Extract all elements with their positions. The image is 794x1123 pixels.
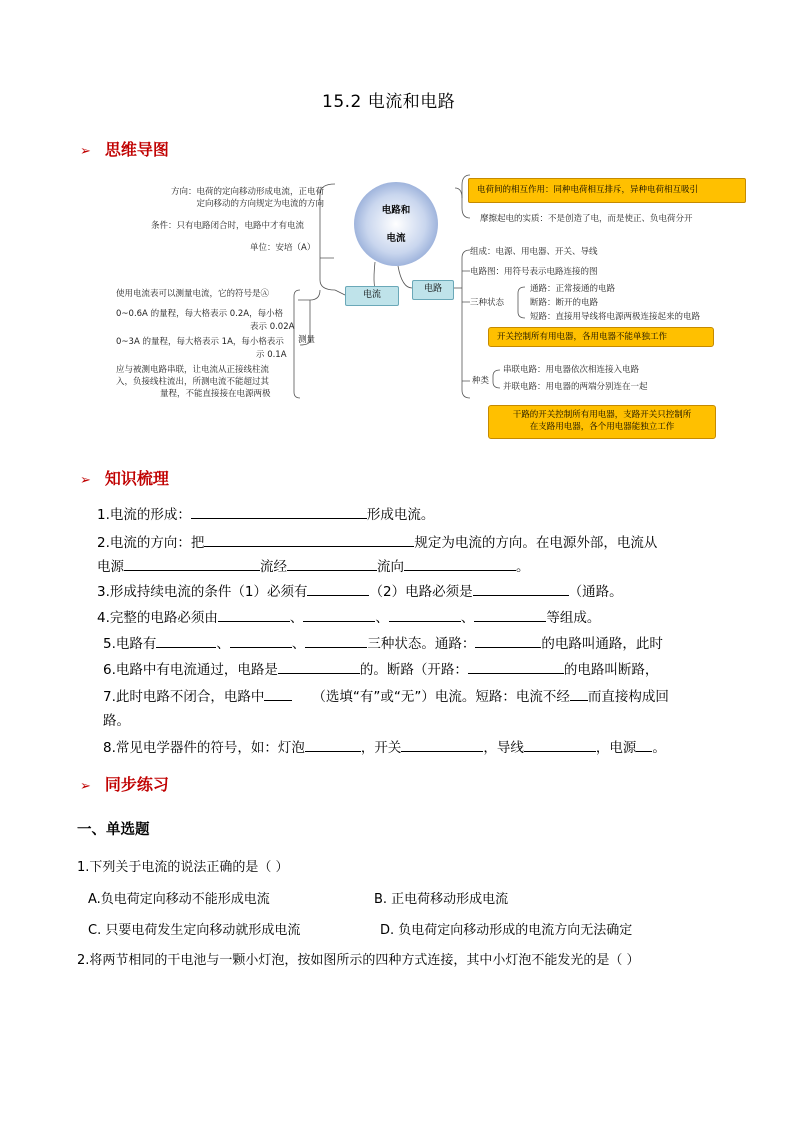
knowledge-line-1	[97, 504, 434, 526]
mm-condition: 条件：只有电路闭合时，电路中才有电流	[151, 221, 305, 231]
mm-direction-line1: 方向：电荷的定向移动形成电流，正电荷	[170, 187, 324, 197]
blank[interactable]	[474, 607, 546, 622]
k1-text-b: 形成电流。	[366, 507, 435, 523]
mm-measure-3: 表示 0.02A	[250, 322, 295, 332]
blank[interactable]	[305, 633, 367, 648]
callout-parallel	[488, 405, 716, 439]
node-circuit: 电路	[412, 280, 454, 300]
mm-measure-5: 示 0.1A	[256, 350, 287, 360]
blank[interactable]	[218, 607, 290, 622]
mm-diagram: 电路图：用符号表示电路连接的图	[470, 267, 598, 277]
mm-unit: 单位：安培（A）	[250, 243, 316, 253]
knowledge-line-6	[103, 659, 658, 681]
mm-direction-line2: 定向移动的方向规定为电流的方向	[196, 199, 324, 209]
center-label-line2: 电流	[386, 233, 406, 244]
node-current: 电流	[345, 286, 399, 306]
practice-heading: 一、单选题	[77, 822, 150, 838]
mm-types-label: 种类	[472, 376, 490, 386]
question-2: 2.将两节相同的干电池与一颗小灯泡，按如图所示的四种方式连接，其中小灯泡不能发光的是（ ）	[77, 953, 640, 968]
k8-text-c: ，导线	[483, 740, 524, 756]
knowledge-line-7b: 路。	[103, 713, 130, 729]
section-knowledge	[80, 466, 169, 489]
mm-state-break: 断路：断开的电路	[530, 298, 599, 308]
k8-text-b: ，开关	[360, 740, 402, 756]
k8-text-d: ，电源	[595, 740, 637, 756]
k5-sep: 、	[216, 636, 230, 652]
mm-type-parallel: 并联电路：用电器的两端分别连在一起	[503, 382, 648, 392]
k7-text-c: 而直接构成回	[587, 689, 669, 705]
mm-measure-2: 0~0.6A 的量程，每大格表示 0.2A，每小格	[116, 309, 284, 319]
blank[interactable]	[475, 633, 541, 648]
q1-option-a[interactable]: A.负电荷定向移动不能形成电流	[88, 892, 270, 907]
k2-text-c: 电源	[97, 559, 124, 575]
mm-measure-8: 量程，不能直接接在电源两极	[160, 389, 271, 399]
callout-parallel-line1: 干路的开关控制所有用电器，支路开关只控制所	[512, 410, 692, 420]
blank[interactable]	[389, 607, 461, 622]
blank[interactable]	[401, 737, 483, 752]
k2-text-d: 流经	[260, 559, 287, 575]
k4-text-b: 等组成。	[546, 610, 601, 626]
k2-text-e: 流向	[377, 559, 404, 575]
k8-text-a: 8.常见电学器件的符号，如：灯泡	[103, 740, 305, 756]
center-label-line1: 电路和	[381, 205, 411, 216]
mm-states-label: 三种状态	[470, 298, 505, 308]
section-mindmap-label: 思维导图	[104, 140, 169, 159]
page-title: 15.2 电流和电路	[322, 92, 456, 112]
k6-text-b: 的。断路（开路：	[359, 662, 468, 678]
knowledge-line-2	[97, 532, 657, 554]
k5-sep: 、	[291, 636, 306, 652]
k3-text-c: （通路。	[568, 584, 623, 600]
blank[interactable]	[204, 532, 414, 547]
center-label	[378, 202, 414, 244]
blank[interactable]	[264, 686, 292, 701]
blank[interactable]	[287, 556, 377, 571]
mm-friction: 摩擦起电的实质：不是创造了电，而是使正、负电荷分开	[480, 214, 693, 224]
callout-charge-interaction: 电荷间的相互作用：同种电荷相互排斥，异种电荷相互吸引	[468, 178, 746, 203]
arrow-right-icon: ➢	[80, 144, 91, 159]
section-practice	[80, 772, 169, 795]
k3-text-b: （2）电路必须是	[369, 584, 473, 600]
blank[interactable]	[307, 581, 369, 596]
blank[interactable]	[230, 633, 292, 648]
k5-text-a: 5.电路有	[103, 636, 157, 652]
mm-state-open: 通路：正常接通的电路	[530, 284, 616, 294]
mm-measure-7: 入，负接线柱流出，所测电流不能超过其	[116, 377, 270, 387]
mm-measure-label: 测量	[298, 335, 316, 345]
blank[interactable]	[278, 659, 360, 674]
question-1: 1.下列关于电流的说法正确的是（ ）	[77, 860, 289, 875]
k3-text-a: 3.形成持续电流的条件（1）必须有	[97, 584, 308, 600]
knowledge-line-3	[97, 581, 623, 603]
k2-text-a: 2.电流的方向：把	[97, 535, 205, 551]
blank[interactable]	[191, 504, 367, 519]
mm-direction	[140, 186, 324, 210]
blank[interactable]	[404, 556, 516, 571]
knowledge-line-8	[103, 737, 666, 759]
k6-text-a: 6.电路中有电流通过，电路是	[103, 662, 278, 678]
k4-sep: 、	[289, 610, 304, 626]
knowledge-line-2b	[97, 556, 530, 578]
mm-type-series: 串联电路：用电器依次相连接入电路	[503, 365, 640, 375]
arrow-right-icon: ➢	[80, 779, 91, 794]
mm-composition: 组成：电源、用电器、开关、导线	[470, 247, 598, 257]
knowledge-line-5	[103, 633, 663, 655]
q1-option-c[interactable]: C. 只要电荷发生定向移动就形成电流	[88, 923, 301, 938]
k2-text-f: 。	[516, 559, 530, 575]
k4-sep: 、	[460, 610, 475, 626]
blank[interactable]	[570, 686, 588, 701]
knowledge-line-7	[103, 686, 669, 708]
blank[interactable]	[473, 581, 569, 596]
k7-text-b: （选填“有”或“无”）电流。短路：电流不经	[312, 689, 570, 705]
k6-text-c: 的电路叫断路，	[563, 662, 659, 678]
knowledge-line-4	[97, 607, 600, 629]
callout-series: 开关控制所有用电器，各用电器不能单独工作	[488, 327, 714, 347]
k4-sep: 、	[375, 610, 389, 626]
k5-text-b: 三种状态。通路：	[367, 636, 476, 652]
q1-option-b[interactable]: B. 正电荷移动形成电流	[374, 892, 509, 907]
k4-text-a: 4.完整的电路必须由	[97, 610, 218, 626]
k5-text-c: 的电路叫通路，此时	[541, 636, 663, 652]
blank[interactable]	[524, 737, 596, 752]
mm-measure-6: 应与被测电路串联，让电流从正接线柱流	[116, 365, 270, 375]
q1-option-d[interactable]: D. 负电荷定向移动形成的电流方向无法确定	[380, 923, 633, 938]
blank[interactable]	[305, 737, 361, 752]
blank[interactable]	[636, 737, 652, 752]
arrow-right-icon: ➢	[80, 473, 91, 488]
k2-text-b: 规定为电流的方向。在电源外部，电流从	[414, 535, 658, 551]
blank[interactable]	[124, 556, 260, 571]
k7-text-a: 7.此时电路不闭合，电路中	[103, 689, 265, 705]
section-knowledge-label: 知识梳理	[104, 469, 169, 488]
k8-text-e: 。	[652, 740, 666, 756]
section-practice-label: 同步练习	[104, 775, 169, 794]
mm-measure-4: 0~3A 的量程，每大格表示 1A，每小格表示	[116, 337, 284, 347]
blank[interactable]	[468, 659, 564, 674]
mm-measure-1: 使用电流表可以测量电流，它的符号是Ⓐ	[116, 289, 270, 299]
mm-state-short: 短路：直接用导线将电源两极连接起来的电路	[530, 312, 701, 322]
blank[interactable]	[156, 633, 216, 648]
callout-parallel-line2: 在支路用电器，各个用电器能独立工作	[529, 422, 675, 432]
blank[interactable]	[303, 607, 375, 622]
k1-text-a: 1.电流的形成：	[97, 507, 191, 523]
